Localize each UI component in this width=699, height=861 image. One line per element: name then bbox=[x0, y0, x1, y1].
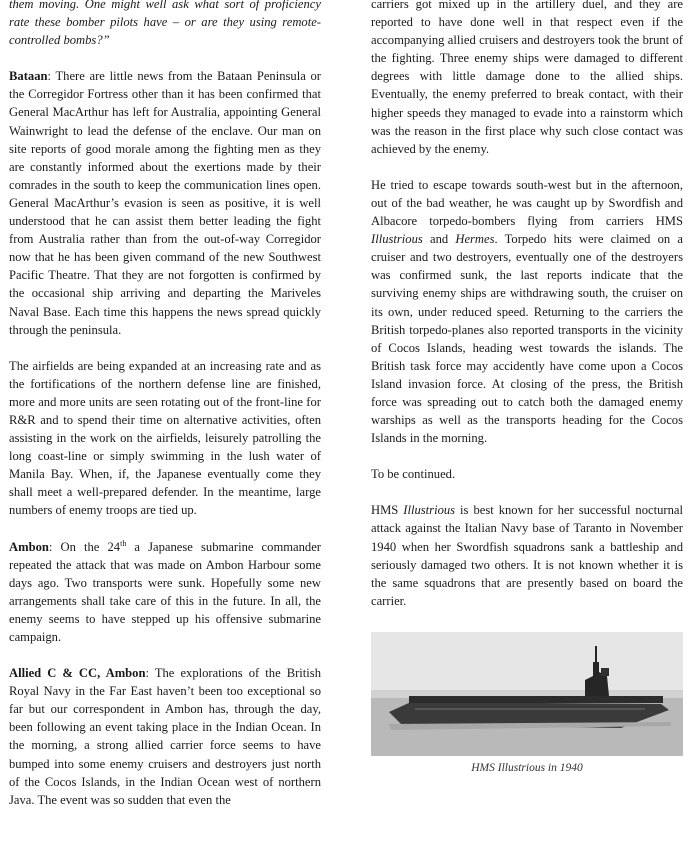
left-column bbox=[9, 0, 321, 827]
note-ship-name: Illustrious bbox=[403, 503, 456, 518]
ambon-text-start: : On the 24 bbox=[48, 539, 121, 554]
ambon-paragraph bbox=[9, 538, 321, 647]
allied-paragraph bbox=[9, 664, 321, 809]
bataan-paragraph bbox=[9, 67, 321, 338]
continuation-paragraph: carriers got mixed up in the artillery duel, and they are reported to have done well in that respect even if the accompanying allied cruisers and destroyers took the brunt of the fighting. Three enemy ships were damaged to different degrees with little damage done to the allied ships. Eventually, the enemy preferred to break contact, with their higher speeds they managed to evade into a rainstorm which was the reason in the first place why such close contact was achieved by the enemy. bbox=[371, 0, 683, 156]
figure-caption: HMS Illustrious in 1940 bbox=[471, 762, 583, 774]
ship-name-illustrious: Illustrious bbox=[371, 232, 423, 247]
note-text-1: HMS bbox=[371, 503, 404, 518]
to-be-continued: To be continued. bbox=[371, 467, 456, 482]
escape-text-1: He tried to escape towards south-west but in the afternoon, out of the bad weather, he was caught up by Swordfish and Albacore torpedo-bombers flying from carriers HMS bbox=[371, 177, 683, 229]
flight-deck bbox=[409, 696, 663, 703]
intro-quote: them moving. One might well ask what sort of proficiency rate these bomber pilots have – or are they using remote-controlled bombs?” bbox=[9, 0, 321, 48]
escape-paragraph bbox=[371, 176, 683, 447]
allied-text: : The explorations of the British Royal Navy in the Far East haven’t been too exceptional so far but our correspondent in Ambon has, through the day, been following an event taking place in the Indian Ocean. In the morning, a strong allied carrier force seems to have bumped into some enemy cruisers and destroyers just north of the Cocos Islands, in the Indian Ocean west of northern Java. The event was so sudden that even the bbox=[9, 666, 322, 807]
note-text-2: is best known for her successful nocturnal attack against the Italian Navy base of Taranto in November 1940 when her Swordfish squadrons sank a battleship and seriously damaged two others. It is not known whether it is the same squadrons that are presently based on board the carrier. bbox=[371, 503, 683, 608]
ambon-heading: Ambon bbox=[9, 539, 49, 554]
hull-stripe bbox=[415, 708, 645, 710]
allied-heading: Allied C & CC, Ambon bbox=[9, 666, 146, 681]
bataan-heading: Bataan bbox=[9, 69, 48, 84]
illustrious-note-paragraph bbox=[371, 501, 683, 610]
ship-figure bbox=[371, 632, 683, 774]
right-column bbox=[371, 0, 683, 628]
ambon-date-suffix: th bbox=[120, 538, 127, 548]
ship-funnel bbox=[601, 668, 609, 676]
bataan-text: : There are little news from the Bataan Peninsula or the Corregidor Fortress other than it has been confirmed that General MacArthur has left for Australia, appointing General Wainwright to lead the defense of the enclave. Our man on site reports of good morale among the fighting men as they are constantly informed about the exertions made by their comrades in the south to keep the communication lines open. General MacArthur’s evasion is seen as positive, it is well understood that he can assist them better leading the fight from Australia rather than from the out-of-way Corregidor now that he has been given command of the new Southwest Pacific Theatre. That they are not forgotten is confirmed by the occasional ship arriving and departing the Mariveles Naval Base. Each time this happens the news spread quickly through the peninsula. bbox=[9, 69, 321, 337]
ambon-text-end: a Japanese submarine commander repeated the attack that was made on Ambon Harbour some days ago. Two transports were sunk. Hopefully some new arrangements shall take care of this in the future. In all, the enemy seems to have stepped up his offensive submarine campaign. bbox=[9, 539, 322, 644]
escape-text-2: and bbox=[422, 232, 456, 247]
ship-name-hermes: Hermes bbox=[455, 232, 495, 247]
ship-mast bbox=[595, 646, 597, 664]
escape-text-3: . Torpedo hits were claimed on a cruiser and two destroyers, eventually one of the destroyers was confirmed sunk, the last reports indicate that the surviving enemy ships are withdrawing south, the cruiser on its own, under reduced speed. Returning to the carriers the British torpedo-planes also reported transports in the vicinity of Cocos Islands, heading west towards the islands. The British task force may accidently have come upon a Cocos Island invasion force. At closing of the press, the British force was spreading out to catch both the damaged enemy warships as well as the transports heading for the Cocos Islands in the morning. bbox=[371, 232, 683, 446]
airfields-paragraph: The airfields are being expanded at an increasing rate and as the fortifications of the northern defense line are finished, more and more units are seen rotating out of the front-line for R&R and to spend their time on alternative activities, often assisting in the work on the airfields, leisurely patrolling the long coast-line or simply swimming in the lush water of Manila Bay. When, if, the Japanese eventually come they shall meet a well-prepared defender. In the meantime, large numbers of enemy troops are tied up. bbox=[9, 358, 321, 518]
carrier-photo bbox=[371, 632, 683, 756]
